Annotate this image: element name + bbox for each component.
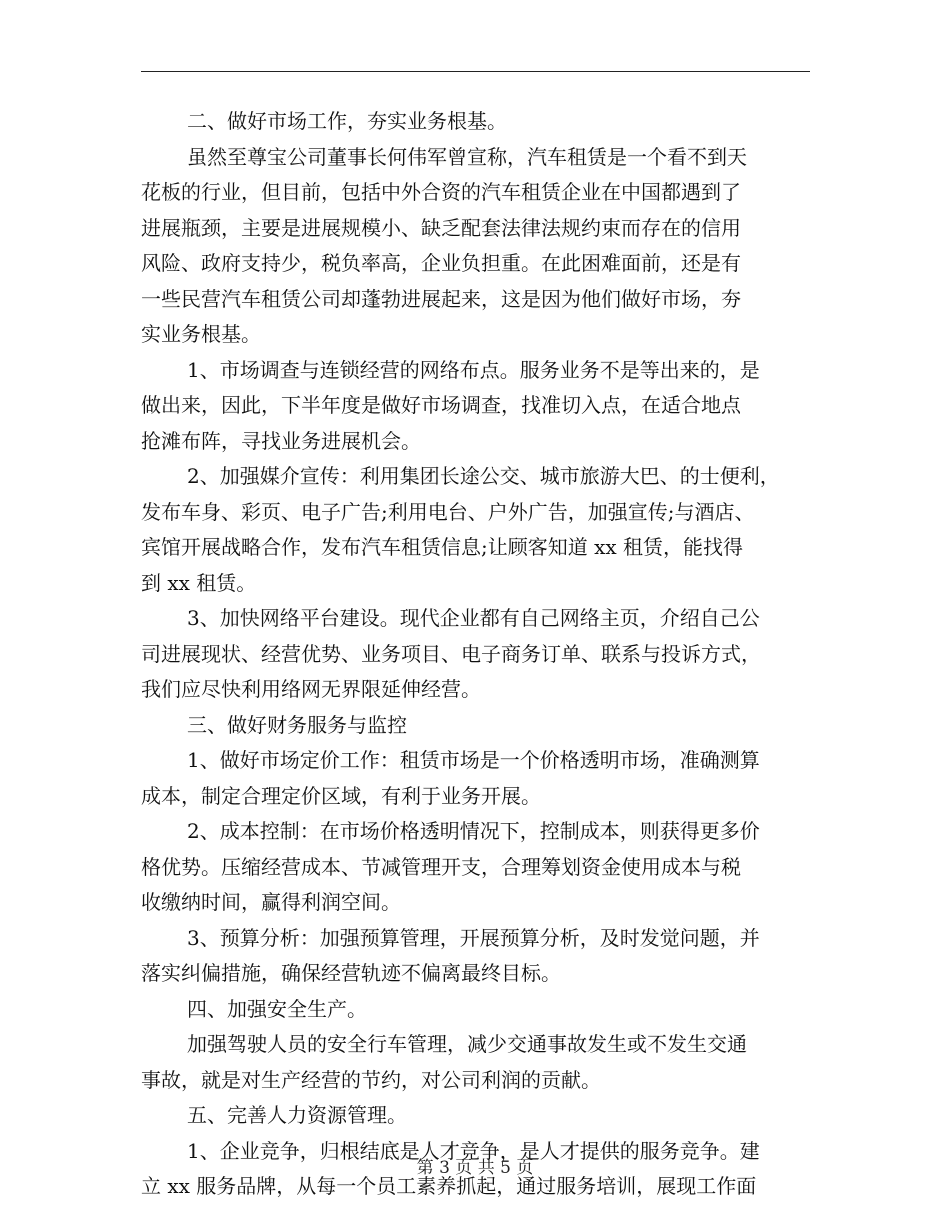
page-number: 第 3 页 共 5 页 xyxy=(416,1158,534,1178)
text-line: 虽然至尊宝公司董事长何伟军曾宣称，汽车租赁是一个看不到天 xyxy=(187,144,747,169)
text-line: 五、完善人力资源管理。 xyxy=(187,1103,407,1127)
text-line: 三、做好财务服务与监控 xyxy=(187,712,407,737)
text-line: 一些民营汽车租赁公司却蓬勃进展起来，这是因为他们做好市场，夯 xyxy=(141,286,741,311)
text-line: 到 xx 租赁。 xyxy=(141,570,257,595)
text-line: 3、加快网络平台建设。现代企业都有自己网络主页，介绍自己公 xyxy=(187,606,760,630)
text-line: 立 xx 服务品牌，从每一个员工素养抓起，通过服务培训，展现工作面 xyxy=(141,1174,757,1198)
text-line: 1、市场调查与连锁经营的网络布点。服务业务不是等出来的，是 xyxy=(187,357,760,382)
text-line: 事故，就是对生产经营的节约，对公司利润的贡献。 xyxy=(141,1067,601,1092)
text-line: 二、做好市场工作，夯实业务根基。 xyxy=(187,109,507,133)
document-body xyxy=(141,104,831,1205)
text-line: 加强驾驶人员的安全行车管理，减少交通事故发生或不发生交通 xyxy=(187,1032,747,1056)
text-line: 1、企业竞争，归根结底是人才竞争，是人才提供的服务竞争。建 xyxy=(187,1138,760,1163)
header-rule xyxy=(141,71,810,72)
text-line: 司进展现状、经营优势、业务项目、电子商务订单、联系与投诉方式， xyxy=(141,641,761,666)
text-line: 我们应尽快利用络网无界限延伸经营。 xyxy=(141,677,481,701)
text-line: 落实纠偏措施，确保经营轨迹不偏离最终目标。 xyxy=(141,961,561,985)
text-line: 四、加强安全生产。 xyxy=(187,996,367,1021)
text-line: 收缴纳时间，赢得利润空间。 xyxy=(141,890,401,914)
text-line: 风险、政府支持少，税负率高，企业负担重。在此困难面前，还是有 xyxy=(141,251,741,275)
text-line: 抢滩布阵，寻找业务进展机会。 xyxy=(141,428,421,453)
text-line: 3、预算分析：加强预算管理，开展预算分析，及时发觉问题，并 xyxy=(187,925,760,950)
text-line: 1、做好市场定价工作：租赁市场是一个价格透明市场，准确测算 xyxy=(187,748,760,772)
text-line: 做出来，因此，下半年度是做好市场调查，找准切入点，在适合地点 xyxy=(141,393,741,417)
text-line: 花板的行业，但目前，包括中外合资的汽车租赁企业在中国都遇到了 xyxy=(141,180,741,204)
text-line: 2、加强媒介宣传：利用集团长途公交、城市旅游大巴、的士便利， xyxy=(187,464,780,488)
text-line: 进展瓶颈，主要是进展规模小、缺乏配套法律法规约束而存在的信用 xyxy=(141,215,741,240)
text-line: 宾馆开展战略合作，发布汽车租赁信息;让顾客知道 xx 租赁，能找得 xyxy=(141,535,744,559)
text-line: 成本，制定合理定价区域，有利于业务开展。 xyxy=(141,783,541,808)
text-line: 2、成本控制：在市场价格透明情况下，控制成本，则获得更多价 xyxy=(187,819,760,843)
text-line: 发布车身、彩页、电子广告;利用电台、户外广告，加强宣传;与酒店、 xyxy=(141,499,755,524)
text-line: 格优势。压缩经营成本、节减管理开支，合理筹划资金使用成本与税 xyxy=(141,854,741,879)
text-line: 实业务根基。 xyxy=(141,322,261,346)
